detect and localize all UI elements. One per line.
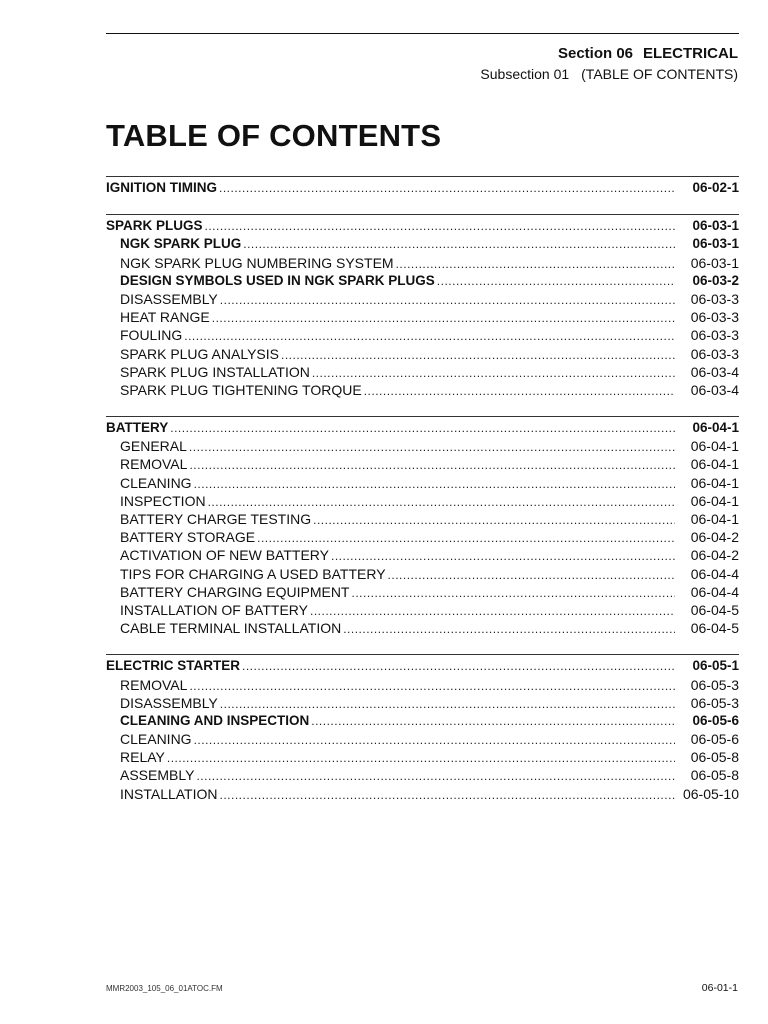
toc-entry-page: 06-03-1 <box>692 218 739 234</box>
toc-entry[interactable] <box>106 345 739 363</box>
toc-entry[interactable] <box>106 381 739 399</box>
toc-group-electric-starter <box>106 654 739 803</box>
toc-entry-page: 06-04-1 <box>690 492 739 509</box>
toc-group-spark-plugs <box>106 214 739 399</box>
dot-leader <box>184 327 675 345</box>
toc-entry-page: 06-04-1 <box>690 438 739 455</box>
subsection-heading <box>480 64 738 84</box>
toc-entry-label: CABLE TERMINAL INSTALLATION <box>120 620 342 637</box>
dot-leader <box>257 529 675 547</box>
toc-entry-page: 06-04-4 <box>690 583 739 600</box>
toc-group-ignition <box>106 176 739 197</box>
dot-leader <box>313 511 675 529</box>
toc-entry[interactable] <box>106 766 739 784</box>
dot-leader <box>351 584 675 602</box>
toc-entry-page: 06-03-4 <box>690 381 739 398</box>
subsection-name: (TABLE OF CONTENTS) <box>581 66 738 82</box>
toc-entry[interactable] <box>106 712 739 730</box>
toc-entry[interactable] <box>106 676 739 694</box>
dot-leader <box>437 272 675 290</box>
page-title: TABLE OF CONTENTS <box>106 118 442 153</box>
toc-entry-page: 06-04-1 <box>690 456 739 473</box>
toc-entry-label: BATTERY CHARGE TESTING <box>120 511 312 527</box>
toc-entry-page: 06-03-4 <box>690 363 739 380</box>
toc-entry[interactable] <box>106 785 739 803</box>
toc-entry-label: INSTALLATION OF BATTERY <box>120 601 308 618</box>
toc-entry-page: 06-03-1 <box>692 236 739 252</box>
toc-entry-page: 06-02-1 <box>692 180 739 195</box>
toc-entry-label: HEAT RANGE <box>120 309 210 326</box>
toc-entry-page: 06-03-3 <box>690 345 739 362</box>
toc-entry-page: 06-05-10 <box>682 785 739 802</box>
toc-entry-label: SPARK PLUG TIGHTENING TORQUE <box>120 381 362 398</box>
toc-entry[interactable] <box>106 179 739 197</box>
section-name: ELECTRICAL <box>643 45 738 62</box>
toc-entry[interactable] <box>106 748 739 766</box>
toc-entry-page: 06-05-3 <box>690 676 739 693</box>
toc-entry-label: TIPS FOR CHARGING A USED BATTERY <box>120 565 386 582</box>
toc-entry-label: NGK SPARK PLUG NUMBERING SYSTEM <box>120 254 394 271</box>
toc-entry-label: SPARK PLUGS <box>106 218 203 234</box>
toc-entry-label: DISASSEMBLY <box>120 694 218 711</box>
toc-entry[interactable] <box>106 474 739 492</box>
dot-leader <box>189 456 675 474</box>
toc-entry[interactable] <box>106 528 739 546</box>
toc-entry-page: 06-05-8 <box>690 749 739 766</box>
toc-entry-label: BATTERY <box>106 420 169 436</box>
dot-leader <box>208 493 675 511</box>
dot-leader <box>281 346 675 364</box>
toc-entry-label: INSTALLATION <box>120 785 218 802</box>
toc-entry-label: FOULING <box>120 327 183 344</box>
dot-leader <box>243 235 675 253</box>
dot-leader <box>167 749 675 767</box>
toc-entry[interactable] <box>106 694 739 712</box>
toc-entry-page: 06-04-1 <box>690 511 739 527</box>
footer-file-name: MMR2003_105_06_01ATOC.FM <box>106 984 223 993</box>
section-heading <box>480 44 738 64</box>
toc-entry[interactable] <box>106 235 739 253</box>
toc-entry[interactable] <box>106 437 739 455</box>
toc-entry-page: 06-05-6 <box>690 731 739 748</box>
toc-entry-page: 06-04-2 <box>690 547 739 564</box>
toc-entry[interactable] <box>106 730 739 748</box>
top-rule <box>106 33 739 34</box>
dot-leader <box>310 602 675 620</box>
dot-leader <box>311 712 675 730</box>
toc-entry-page: 06-03-3 <box>690 290 739 307</box>
dot-leader <box>196 767 675 785</box>
table-of-contents <box>106 176 739 820</box>
toc-entry-page: 06-05-3 <box>690 694 739 711</box>
toc-entry-label: ACTIVATION OF NEW BATTERY <box>120 547 329 564</box>
page-header <box>480 44 738 84</box>
toc-entry-label: INSPECTION <box>120 492 206 509</box>
dot-leader <box>343 620 675 638</box>
toc-entry[interactable] <box>106 363 739 381</box>
toc-entry[interactable] <box>106 326 739 344</box>
toc-entry-page: 06-03-1 <box>690 254 739 271</box>
toc-entry-page: 06-04-1 <box>690 474 739 491</box>
toc-entry[interactable] <box>106 419 739 437</box>
dot-leader <box>194 475 675 493</box>
toc-entry[interactable] <box>106 254 739 272</box>
toc-entry[interactable] <box>106 492 739 510</box>
dot-leader <box>242 657 675 675</box>
dot-leader <box>220 695 675 713</box>
toc-entry-label: IGNITION TIMING <box>106 180 217 195</box>
toc-entry-page: 06-05-6 <box>692 712 739 728</box>
toc-entry[interactable] <box>106 510 739 528</box>
toc-entry-page: 06-04-5 <box>690 601 739 618</box>
toc-entry[interactable] <box>106 601 739 619</box>
subsection-label: Subsection 01 <box>480 66 570 82</box>
toc-entry-label: RELAY <box>120 749 165 766</box>
dot-leader <box>331 547 675 565</box>
toc-entry-page: 06-03-3 <box>690 309 739 326</box>
dot-leader <box>388 566 675 584</box>
toc-entry-label: REMOVAL <box>120 456 188 473</box>
toc-entry-label: NGK SPARK PLUG <box>120 236 242 252</box>
dot-leader <box>189 438 675 456</box>
dot-leader <box>364 382 675 400</box>
toc-entry[interactable] <box>106 308 739 326</box>
toc-entry-label: BATTERY STORAGE <box>120 529 256 546</box>
toc-entry[interactable] <box>106 619 739 637</box>
toc-entry[interactable] <box>106 657 739 675</box>
toc-entry-page: 06-04-5 <box>690 620 739 637</box>
toc-entry[interactable] <box>106 290 739 308</box>
toc-entry[interactable] <box>106 272 739 290</box>
dot-leader <box>212 309 675 327</box>
section-label: Section 06 <box>557 45 633 62</box>
toc-entry-page: 06-05-1 <box>692 658 739 674</box>
toc-entry-label: CLEANING AND INSPECTION <box>120 712 310 728</box>
dot-leader <box>396 255 675 273</box>
toc-entry-page: 06-03-2 <box>692 272 739 288</box>
toc-entry[interactable] <box>106 217 739 235</box>
toc-entry[interactable] <box>106 455 739 473</box>
toc-entry-label: CLEANING <box>120 474 192 491</box>
toc-entry-page: 06-04-4 <box>690 565 739 582</box>
toc-entry-label: ASSEMBLY <box>120 767 195 784</box>
toc-entry-label: SPARK PLUG ANALYSIS <box>120 345 279 362</box>
dot-leader <box>205 217 675 235</box>
dot-leader <box>312 364 675 382</box>
toc-entry-label: DISASSEMBLY <box>120 290 218 307</box>
toc-entry-label: DESIGN SYMBOLS USED IN NGK SPARK PLUGS <box>120 272 435 288</box>
toc-entry-label: GENERAL <box>120 438 187 455</box>
toc-entry-page: 06-03-3 <box>690 327 739 344</box>
footer-page-number: 06-01-1 <box>701 982 738 994</box>
toc-entry-label: REMOVAL <box>120 676 188 693</box>
toc-entry-page: 06-04-1 <box>692 420 739 436</box>
dot-leader <box>220 291 675 309</box>
toc-entry-label: SPARK PLUG INSTALLATION <box>120 363 310 380</box>
toc-entry-label: ELECTRIC STARTER <box>106 658 240 674</box>
toc-entry-label: CLEANING <box>120 731 192 748</box>
toc-entry-page: 06-05-8 <box>690 767 739 784</box>
toc-entry[interactable] <box>106 546 739 564</box>
toc-entry[interactable] <box>106 583 739 601</box>
toc-entry[interactable] <box>106 565 739 583</box>
dot-leader <box>189 677 675 695</box>
dot-leader <box>220 786 675 804</box>
dot-leader <box>170 419 675 437</box>
toc-entry-page: 06-04-2 <box>690 529 739 546</box>
dot-leader <box>219 179 675 197</box>
toc-group-battery <box>106 416 739 637</box>
toc-entry-label: BATTERY CHARGING EQUIPMENT <box>120 583 350 600</box>
dot-leader <box>194 731 675 749</box>
